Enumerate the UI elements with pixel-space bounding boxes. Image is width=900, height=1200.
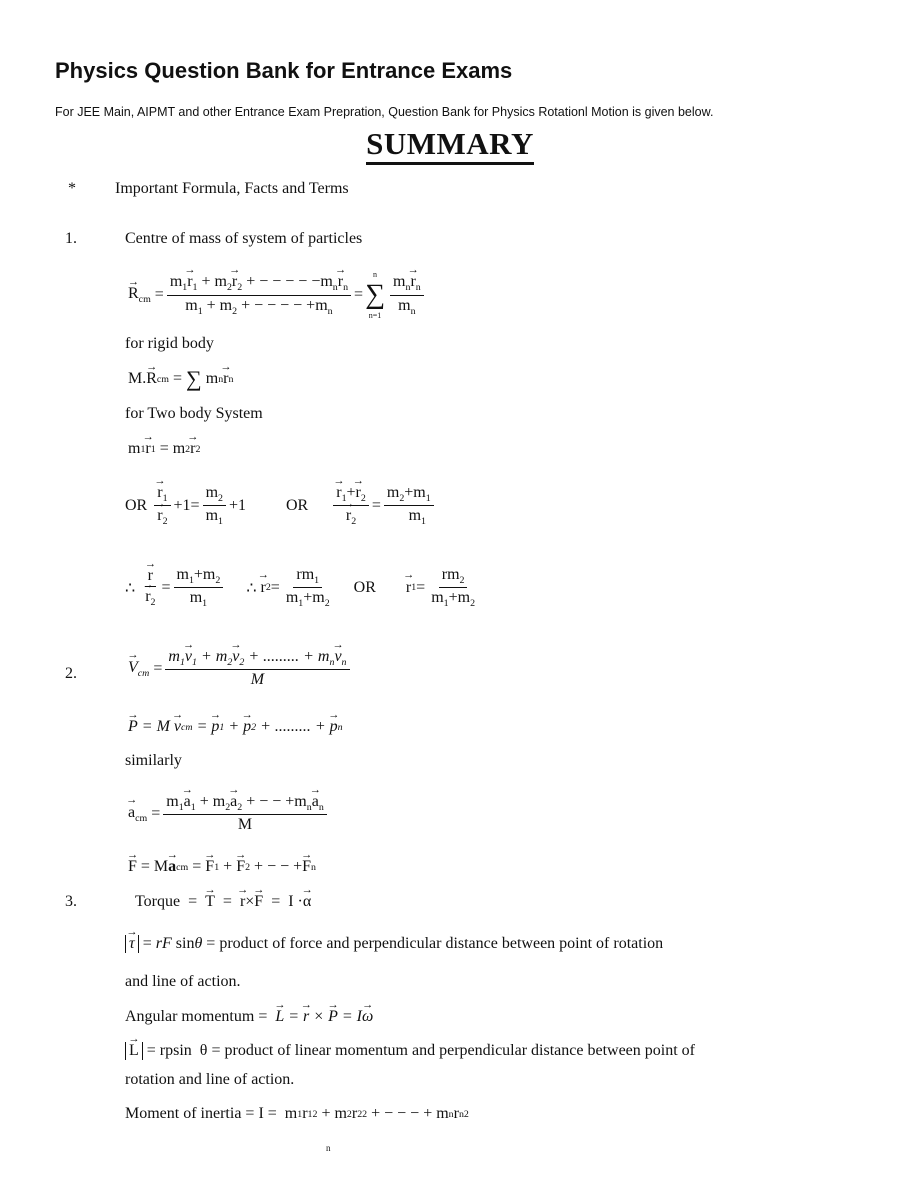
or-label-1: OR bbox=[125, 496, 148, 514]
two-body-label: for Two body System bbox=[125, 405, 263, 422]
angular-momentum-description-2: rotation and line of action. bbox=[125, 1071, 295, 1088]
angular-momentum-label: Angular momentum = bbox=[125, 1008, 268, 1025]
formula-velocity-cm: → $V_{cm}$ = $\frac{m_1\to v_1 + m_2\to v_2 + ......... + m_n\to v_n}{M}$ bbox=[128, 648, 353, 689]
formula-torque: Torque = → T = → r × → F = I · → α bbox=[135, 893, 311, 911]
summary-heading: SUMMARY bbox=[0, 126, 900, 162]
formula-center-of-mass: → $R_{cm}$ = $\frac{m_1\to r_1 + m_2\to r_2 + - - - - -m_n\to r_n}{m_1 + m_2 + - - - - +m_n}$ = n ∑ n=1 $\frac{m_n\to r_n}{m_n}$ bbox=[128, 270, 427, 320]
moment-of-inertia-label: Moment of inertia = I = bbox=[125, 1105, 277, 1122]
torque-label: Torque bbox=[135, 893, 181, 910]
similarly-label: similarly bbox=[125, 752, 182, 769]
formula-two-body: m 1 → r 1 = m 2 → r 2 bbox=[128, 440, 200, 458]
formula-rigid-body: M. → R cm = ∑ m n → r n bbox=[128, 366, 233, 392]
section-3-number: 3. bbox=[65, 893, 77, 910]
sum-upper-limit: n bbox=[373, 270, 378, 279]
formula-acceleration-cm: → $a_{cm}$ = $\frac{m_1\to a_1 + m_2\to a_2 + - - +m_n\to a_n}{M}$ bbox=[128, 793, 330, 834]
torque-description-2: and line of action. bbox=[125, 973, 241, 990]
intro-text: For JEE Main, AIPMT and other Entrance Exam Prepration, Question Bank for Physics Rotationl Motion is given below. bbox=[55, 105, 714, 119]
torque-description-1: = product of force and perpendicular distance between point of rotation bbox=[206, 935, 664, 952]
section-1-number: 1. bbox=[65, 230, 77, 247]
formula-two-body-ratios: OR → $r_1$ → $r_2$ +1= $\frac{m_2}{m_1}$ +1 OR → $r_1+\to r_2$ → $r_2$ = $\frac{m_2+m_1}{m_1}$ bbox=[125, 484, 437, 527]
page-mark: n bbox=[326, 1143, 331, 1153]
formula-torque-magnitude: → τ = rF sin θ = product of force and perpendicular distance between point of rotation bbox=[125, 935, 663, 953]
formula-angular-momentum: Angular momentum = → L = → r × → P = I→ ω bbox=[125, 1008, 373, 1026]
formula-momentum: → P = M → v cm = → p 1 + → p 2 + ......... + → p n bbox=[128, 718, 343, 736]
formula-two-body-distances: ∴ → r → $r_2$ = $\frac{m_1+m_2}{m_1}$ ∴ → r 2 = $\frac{rm_1}{m_1+m_2}$ OR → r 1 = $\frac{rm_2}{m_1+m_2}$ bbox=[125, 566, 481, 609]
angular-momentum-description-1: = product of linear momentum and perpendicular distance between point of bbox=[211, 1042, 695, 1059]
or-label-2: OR bbox=[286, 496, 309, 514]
sum-symbol: ∑ bbox=[365, 279, 386, 310]
section-2-number: 2. bbox=[65, 665, 77, 682]
rigid-body-label: for rigid body bbox=[125, 335, 214, 352]
formula-moment-of-inertia: Moment of inertia = I = m 1 r 1 2 + m 2 r 2 2 + − − − + m n r n 2 bbox=[125, 1105, 469, 1122]
bullet-heading: Important Formula, Facts and Terms bbox=[115, 180, 349, 197]
page-title: Physics Question Bank for Entrance Exams bbox=[55, 58, 513, 83]
sum-lower-limit: n=1 bbox=[368, 311, 382, 320]
section-1-heading: Centre of mass of system of particles bbox=[125, 230, 363, 247]
therefore-symbol-2: ∴ bbox=[246, 579, 257, 597]
or-label-3: OR bbox=[353, 578, 376, 596]
therefore-symbol-1: ∴ bbox=[125, 579, 136, 597]
formula-angular-momentum-magnitude: → L = rpsin θ = product of linear momentum and perpendicular distance between point of bbox=[125, 1042, 695, 1060]
formula-force: → F = M → a cm = → F 1 + → F 2 + − − + → F n bbox=[128, 858, 316, 876]
bullet-marker: * bbox=[68, 180, 76, 197]
